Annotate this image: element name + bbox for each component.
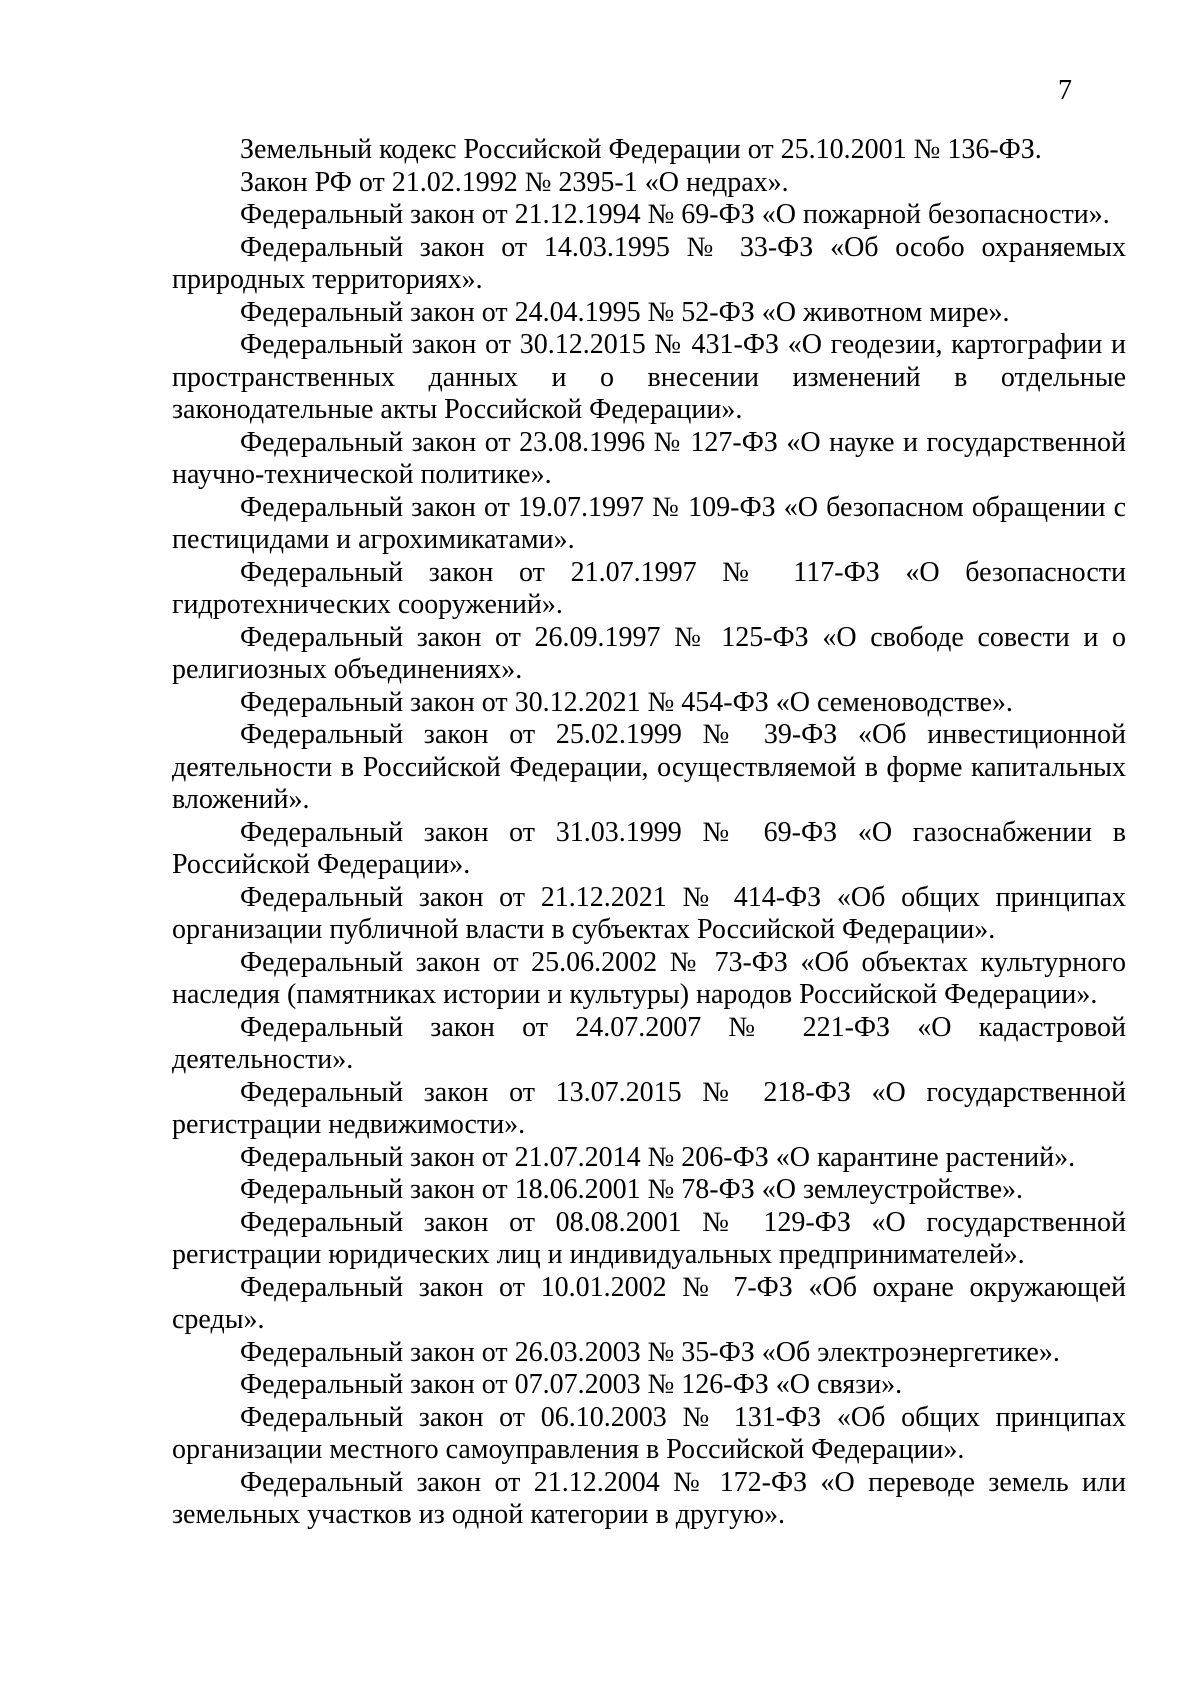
law-list-item: Федеральный закон от 26.03.2003 № 35-ФЗ «Об электроэнергетике». [240, 1336, 1060, 1368]
law-list-item: Федеральный закон от 08.08.2001 № 129-ФЗ «О государственной регистрации юридических лиц и индивидуальных предпринимателей». [172, 1206, 1126, 1270]
law-list [172, 134, 1126, 1532]
law-list-item: Федеральный закон от 21.07.2014 № 206-ФЗ «О карантине растений». [240, 1141, 1076, 1173]
law-list-item: Федеральный закон от 23.08.1996 № 127-ФЗ «О науке и государственной научно-технической политике». [172, 426, 1126, 490]
law-list-item: Федеральный закон от 21.12.2004 № 172-ФЗ «О переводе земель или земельных участков из одной категории в другую». [172, 1466, 1126, 1530]
law-list-item: Федеральный закон от 30.12.2015 № 431-ФЗ «О геодезии, картографии и пространственных данных и о внесении изменений в отдельные законодательные акты Российской Федерации». [172, 329, 1126, 425]
law-list-item: Федеральный закон от 21.12.1994 № 69-ФЗ «О пожарной безопасности». [240, 199, 1110, 230]
law-list-item: Федеральный закон от 26.09.1997 № 125-ФЗ «О свободе совести и о религиозных объединениях». [172, 621, 1126, 685]
law-list-item: Федеральный закон от 14.03.1995 № 33-ФЗ «Об особо охраняемых природных территориях». [172, 231, 1126, 295]
law-list-item: Земельный кодекс Российской Федерации от 25.10.2001 № 136-ФЗ. [240, 134, 1042, 165]
law-list-item: Федеральный закон от 06.10.2003 № 131-ФЗ «Об общих принципах организации местного самоуправления в Российской Федерации». [172, 1401, 1126, 1465]
law-list-item: Федеральный закон от 21.12.2021 № 414-ФЗ «Об общих принципах организации публичной власти в субъектах Российской Федерации». [172, 881, 1126, 945]
page-number: 7 [1058, 75, 1072, 106]
law-list-item: Федеральный закон от 13.07.2015 № 218-ФЗ «О государственной регистрации недвижимости». [172, 1076, 1126, 1140]
law-list-item: Федеральный закон от 24.04.1995 № 52-ФЗ «О животном мире». [240, 296, 1010, 328]
law-list-item: Федеральный закон от 30.12.2021 № 454-ФЗ «О семеноводстве». [240, 686, 1013, 718]
law-list-item: Федеральный закон от 21.07.1997 № 117-ФЗ «О безопасности гидротехнических сооружений». [172, 556, 1126, 620]
law-list-item: Федеральный закон от 10.01.2002 № 7-ФЗ «Об охране окружающей среды». [172, 1271, 1126, 1335]
law-list-item: Федеральный закон от 24.07.2007 № 221-ФЗ «О кадастровой деятельности». [172, 1011, 1126, 1075]
law-list-item: Федеральный закон от 25.06.2002 № 73-ФЗ «Об объектах культурного наследия (памятниках истории и культуры) народов Российской Федерации». [172, 946, 1126, 1010]
law-list-item: Федеральный закон от 25.02.1999 № 39-ФЗ «Об инвестиционной деятельности в Российской Федерации, осуществляемой в форме капитальных вложений». [172, 719, 1126, 815]
law-list-item: Федеральный закон от 07.07.2003 № 126-ФЗ «О связи». [240, 1369, 903, 1400]
law-list-item: Федеральный закон от 19.07.1997 № 109-ФЗ «О безопасном обращении с пестицидами и агрохимикатами». [172, 491, 1126, 555]
law-list-item: Федеральный закон от 31.03.1999 № 69-ФЗ «О газоснабжении в Российской Федерации». [172, 816, 1126, 880]
law-list-item: Закон РФ от 21.02.1992 № 2395-1 «О недрах». [240, 166, 789, 198]
law-list-item: Федеральный закон от 18.06.2001 № 78-ФЗ «О землеустройстве». [240, 1174, 1024, 1205]
